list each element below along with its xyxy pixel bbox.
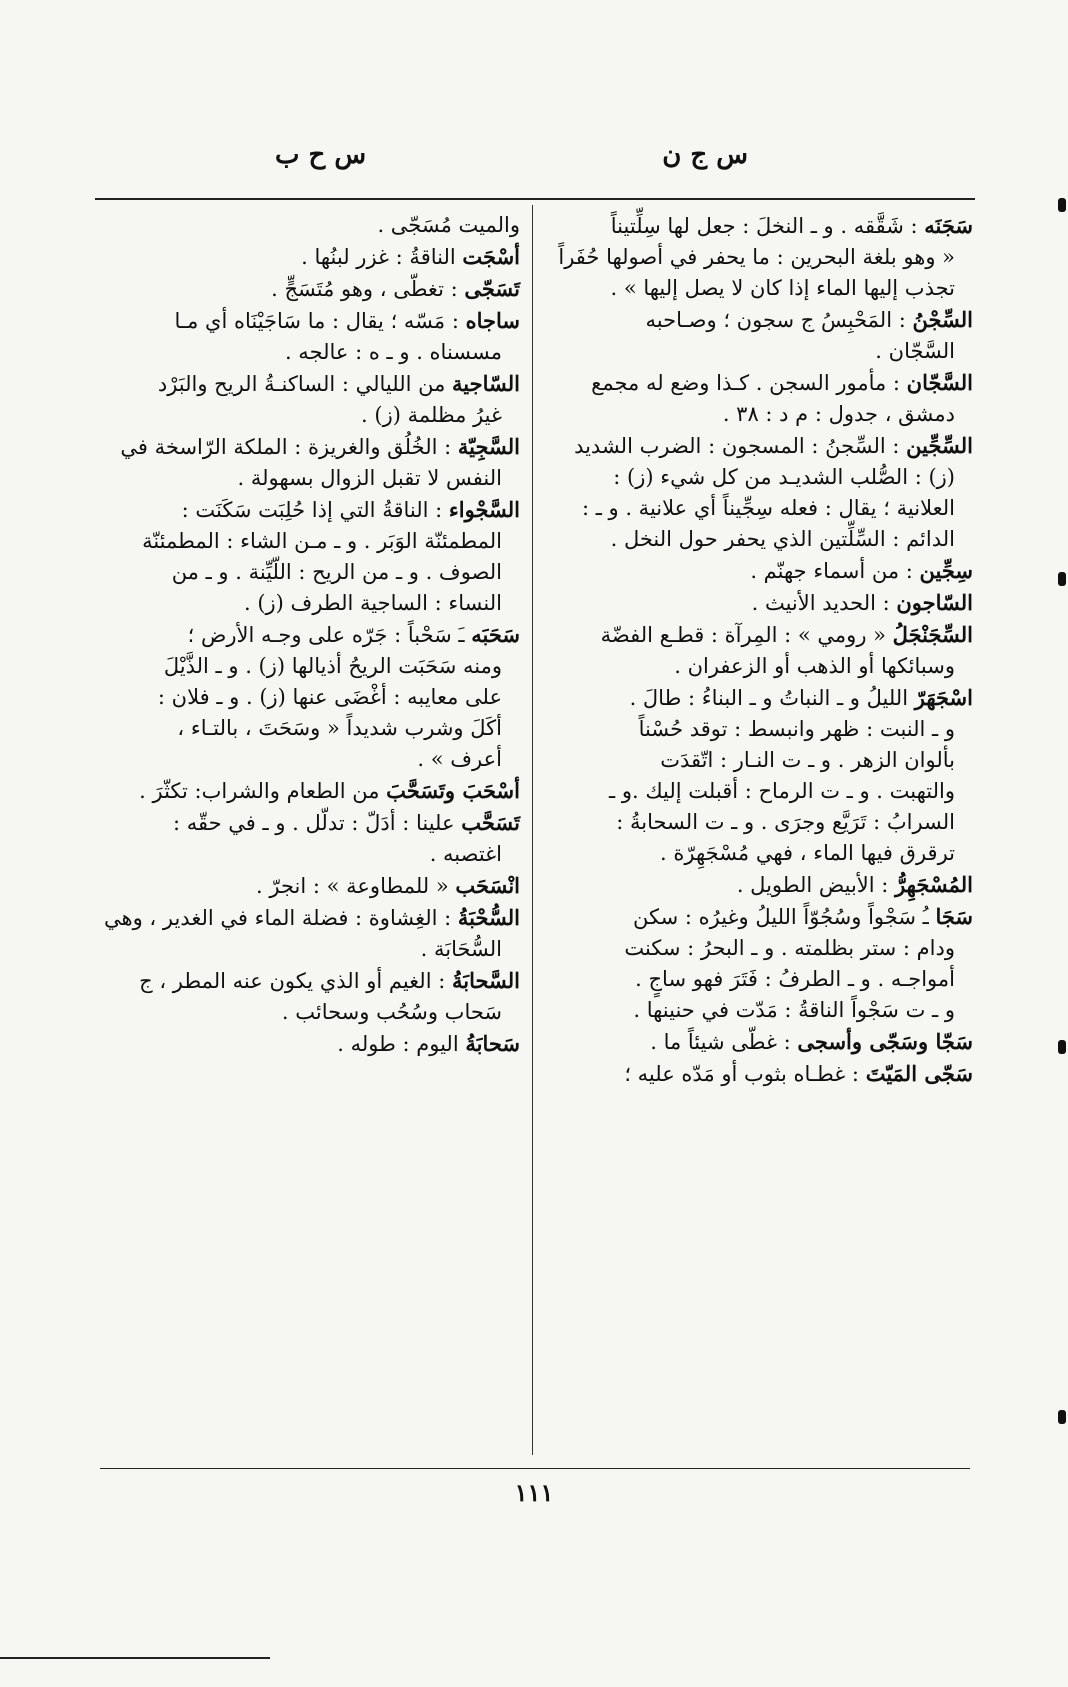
entry-definition: « للمطاوعة » : انجرّ . (256, 874, 449, 898)
entry-headword: السُّحْبَةُ (457, 905, 520, 930)
page-number: ١١١ (514, 1478, 554, 1507)
bottom-rule (100, 1468, 970, 1469)
top-rule (95, 198, 975, 200)
entry-continuation: دمشق ، جدول : م د : ٣٨ . (722, 402, 955, 426)
entry-definition: الليلُ و ـ النباتُ و ـ البناءُ : طالَ . (629, 686, 909, 710)
entry-continuation: اغتصبه . (429, 842, 502, 866)
dictionary-entry (548, 210, 973, 304)
dictionary-entry (548, 587, 973, 619)
entry-definition: : مَسّه ؛ يقال : ما سَاجَيْنَاه أي مـا (174, 309, 459, 333)
entry-headword: السِّجَنْجَلُ (892, 622, 973, 647)
dictionary-entry (90, 210, 520, 241)
entry-headword: السِّجِّين (906, 433, 973, 458)
entry-definition: : الحديد الأنيث . (751, 591, 890, 615)
entry-continuation: سَحاب وسُحُب وسحائب . (281, 1000, 502, 1024)
entry-definition: : الخُلُق والغريزة : الملكة الرّاسخة في (120, 435, 452, 459)
footer-line (0, 1657, 270, 1659)
entry-headword: تَسَجّى (464, 276, 520, 301)
entry-headword: السّاجية (452, 371, 520, 396)
entry-headword: سَحَبَه (471, 622, 520, 647)
entry-continuation: السُّحَابَة . (420, 937, 502, 961)
entry-continuation: (ز) : الصُّلب الشديـد من كل شيء (ز) : (613, 465, 955, 489)
entry-headword: اسْجَهَرّ (914, 685, 973, 710)
margin-mark (1058, 1040, 1066, 1054)
entry-headword: السَّحابَةُ (451, 968, 520, 993)
entry-definition: : من أسماء جهنّم . (750, 559, 913, 583)
dictionary-entry (548, 1058, 973, 1090)
dictionary-entry (90, 1028, 520, 1060)
entry-continuation: أعرف » . (417, 747, 502, 771)
margin-mark (1058, 1410, 1066, 1424)
entry-definition: : شَقَّقه . و ـ النخلَ : جعل لها سِلِّتيناً (610, 214, 918, 238)
entry-headword: سَجَنَه (924, 213, 973, 238)
entry-headword: سَجَا (935, 904, 973, 929)
entry-headword: تَسَحَّب (461, 810, 520, 835)
entry-continuation: ودام : ستر بظلمته . و ـ البحرُ : سكنت (624, 936, 955, 960)
dictionary-entry (90, 870, 520, 902)
dictionary-entry (90, 807, 520, 870)
entry-definition: : الأبيض الطويل . (736, 873, 889, 897)
entry-headword: السّاجون (896, 590, 973, 615)
entry-continuation: الصوف . و ـ من الريح : اللّيِّنة . و ـ من (171, 560, 502, 584)
dictionary-entry (548, 367, 973, 430)
entry-definition: « رومي » : المِرآة : قطـع الفضّة (600, 623, 886, 647)
entry-definition: اليوم : طوله . (337, 1032, 459, 1056)
entry-definition: علينا : أدَلّ : تدلّل . و ـ في حقّه : (173, 811, 455, 835)
right-column-header: س ج ن (662, 140, 748, 170)
entry-continuation: مسسناه . و ـ ه : عالجه . (284, 340, 502, 364)
entry-headword: سَجّى المَيّتَ (865, 1061, 973, 1086)
entry-continuation: تجذب إليها الماء إذا كان لا يصل إليها » . (610, 276, 955, 300)
entry-definition: من الليالي : الساكنـةُ الريح والبَرْد (157, 372, 446, 396)
entry-definition: : غطـاه بثوب أو مَدّه عليه ؛ (624, 1062, 860, 1086)
dictionary-entry (90, 902, 520, 965)
left-column (90, 210, 520, 1060)
dictionary-entry (90, 241, 520, 273)
dictionary-entry (90, 368, 520, 431)
entry-continuation: « وهو بلغة البحرين : ما يحفر في أصولها حُفَراً (558, 245, 955, 269)
entry-continuation: أكَلَ وشرب شديداً « وسَحَتَ ، بالتـاء ، (177, 716, 502, 740)
entry-headword: السَّجّان (906, 370, 973, 395)
entry-continuation: أمواجـه . و ـ الطرفُ : فَتَرَ فهو ساجٍ . (635, 967, 955, 991)
dictionary-entry (548, 1026, 973, 1058)
entry-continuation: بألوان الزهر . و ـ ت النـار : اتّقدَت (660, 748, 955, 772)
entry-headword: السِّجْنُ (912, 307, 973, 332)
entry-continuation: الدائم : السِّلِّتين الذي يحفر حول النخل . (610, 527, 955, 551)
entry-continuation: على معايبه : أغْضَى عنها (ز) . و ـ فلان : (157, 685, 502, 709)
entry-definition: : الناقةُ التي إذا حُلِبَت سَكَنَت : (181, 498, 443, 522)
entry-definition: : غطّى شيئاً ما . (650, 1030, 791, 1054)
entry-headword: انْسَحَب (455, 873, 520, 898)
entry-headword: سَحابَةُ (465, 1031, 520, 1056)
entry-definition: : الغِشاوة : فضلة الماء في الغدير ، وهي (104, 906, 452, 930)
dictionary-entry (548, 869, 973, 901)
entry-headword: أسْحَبَ وتَسَحَّبَ (386, 778, 520, 803)
entry-continuation: العلانية ؛ يقال : فعله سِجِّيناً أي علانية . و ـ : (581, 496, 955, 520)
entry-continuation: والتهبت . و ـ ت الرماح : أقبلت إليك .و ـ (609, 779, 955, 803)
dictionary-entry (90, 305, 520, 368)
entry-definition: والميت مُسَجّى . (377, 213, 520, 237)
margin-mark (1058, 572, 1066, 586)
entry-continuation: و ـ النبت : ظهر وانبسط : توقد حُسْناً (638, 717, 955, 741)
entry-definition: من الطعام والشراب: تكثّرَ . (139, 779, 380, 803)
entry-definition: ـَ سَحْباً : جَرّه على وجـه الأرض ؛ (187, 623, 465, 647)
dictionary-entry (548, 555, 973, 587)
dictionary-entry (90, 619, 520, 775)
entry-continuation: النفس لا تقبل الزوال بسهولة . (237, 466, 502, 490)
entry-continuation: ومنه سَحَبَت الريحُ أذيالها (ز) . و ـ الذَّيْلَ (163, 654, 502, 678)
entry-continuation: و ـ ت سَجْواً الناقةُ : مَدّت في حنينها . (633, 998, 955, 1022)
dictionary-entry (548, 304, 973, 367)
dictionary-entry (90, 494, 520, 619)
entry-definition: : السِّجنُ : المسجون : الضرب الشديد (574, 434, 900, 458)
dictionary-entry (90, 273, 520, 305)
entry-definition: : المَحْبِسُ ج سجون ؛ وصـاحبه (645, 308, 906, 332)
entry-continuation: السَّجّان . (875, 339, 955, 363)
entry-continuation: غيرُ مظلمة (ز) . (361, 403, 502, 427)
entry-continuation: ترقرق فيها الماء ، فهي مُسْجَهِرّة . (660, 841, 955, 865)
entry-headword: السَّجِيّة (457, 434, 520, 459)
dictionary-entry (548, 619, 973, 682)
dictionary-entry (548, 901, 973, 1026)
entry-continuation: السرابُ : تَرَيَّع وجرَى . و ـ ت السحابةُ : (616, 810, 955, 834)
entry-continuation: النساء : الساجية الطرف (ز) . (244, 591, 502, 615)
entry-continuation: المطمئنّة الوَبَر . و ـ مـن الشاء : المطمئنّة (142, 529, 502, 553)
entry-definition: : تغطّى ، وهو مُتَسَجٍّ . (271, 277, 458, 301)
entry-definition: الناقةُ : غزر لبنُها . (301, 245, 456, 269)
margin-mark (1058, 198, 1066, 212)
entry-headword: ساجاه (465, 308, 520, 333)
dictionary-entry (548, 430, 973, 555)
entry-headword: أسْجَت (462, 244, 520, 269)
dictionary-entry (90, 775, 520, 807)
entry-definition: : مأمور السجن . كـذا وضع له مجمع (591, 371, 900, 395)
dictionary-entry (90, 431, 520, 494)
entry-headword: سَجّا وسَجّى وأسجى (797, 1029, 973, 1054)
entry-definition: ـُ سَجْواً وسُجُوّاً الليلُ وغيرُه : سكن (633, 905, 929, 929)
dictionary-entry (548, 682, 973, 869)
entry-definition: : الغيم أو الذي يكون عنه المطر ، ج (139, 969, 446, 993)
entry-headword: السَّجْواء (448, 497, 520, 522)
left-column-header: س ح ب (275, 140, 367, 170)
right-column (548, 210, 973, 1090)
entry-headword: سِجِّين (919, 558, 973, 583)
column-divider (532, 205, 533, 1455)
dictionary-entry (90, 965, 520, 1028)
entry-headword: المُسْجَهِرُّ (895, 872, 973, 897)
entry-continuation: وسبائكها أو الذهب أو الزعفران . (674, 654, 955, 678)
